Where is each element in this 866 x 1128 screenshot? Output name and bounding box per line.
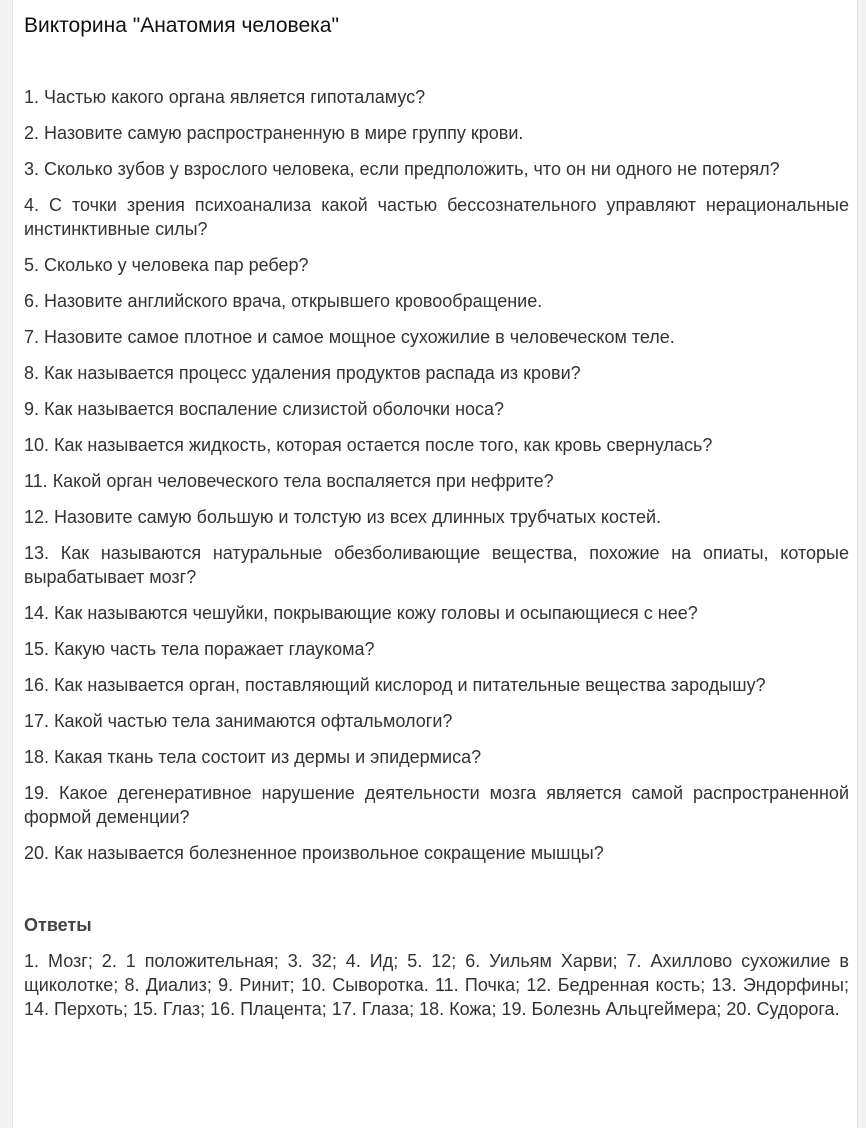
question-item: 7. Назовите самое плотное и самое мощное сухожилие в человеческом теле. (24, 327, 675, 347)
quiz-content (24, 85, 849, 1021)
question-item: 12. Назовите самую большую и толстую из всех длинных трубчатых костей. (24, 507, 662, 527)
question-item: 14. Как называются чешуйки, покрывающие кожу головы и осыпающиеся с нее? (24, 603, 698, 623)
question-item: 5. Сколько у человека пар ребер? (24, 255, 309, 275)
question-item: 16. Как называется орган, поставляющий кислород и питательные вещества зародышу? (24, 675, 766, 695)
question-item: 1. Частью какого органа является гипоталамус? (24, 87, 426, 107)
question-item: 13. Как называются натуральные обезболивающие вещества, похожие на опиаты, которые вырабатывает мозг? (24, 543, 849, 587)
question-item: 4. С точки зрения психоанализа какой частью бессознательного управляют нерациональные инстинктивные силы? (24, 195, 849, 239)
question-item: 15. Какую часть тела поражает глаукома? (24, 639, 375, 659)
question-item: 8. Как называется процесс удаления продуктов распада из крови? (24, 363, 581, 383)
quiz-card (12, 0, 858, 1128)
question-item: 10. Как называется жидкость, которая остается после того, как кровь свернулась? (24, 435, 713, 455)
question-item: 9. Как называется воспаление слизистой оболочки носа? (24, 399, 505, 419)
answers-heading: Ответы (24, 915, 92, 935)
question-item: 3. Сколько зубов у взрослого человека, если предположить, что он ни одного не потерял? (24, 159, 780, 179)
question-item: 2. Назовите самую распространенную в мире группу крови. (24, 123, 524, 143)
answers-text: 1. Мозг; 2. 1 положительная; 3. 32; 4. Ид; 5. 12; 6. Уильям Харви; 7. Ахиллово сухожилие в щиколотке; 8. Диализ; 9. Ринит; 10. Сыворотка. 11. Почка; 12. Бедренная кость; 13. Эндорфины; 14. Перхоть; 15. Глаз; 16. Плацента; 17. Глаза; 18. Кожа; 19. Болезнь Альцгеймера; 20. Судорога. (24, 951, 849, 1019)
page-title: Викторина "Анатомия человека" (24, 14, 339, 37)
question-item: 20. Как называется болезненное произвольное сокращение мышцы? (24, 843, 604, 863)
question-item: 17. Какой частью тела занимаются офтальмологи? (24, 711, 453, 731)
question-item: 6. Назовите английского врача, открывшего кровообращение. (24, 291, 543, 311)
question-item: 18. Какая ткань тела состоит из дермы и эпидермиса? (24, 747, 482, 767)
question-item: 11. Какой орган человеческого тела воспаляется при нефрите? (24, 471, 554, 491)
question-item: 19. Какое дегенеративное нарушение деятельности мозга является самой распространенной формой деменции? (24, 783, 849, 827)
